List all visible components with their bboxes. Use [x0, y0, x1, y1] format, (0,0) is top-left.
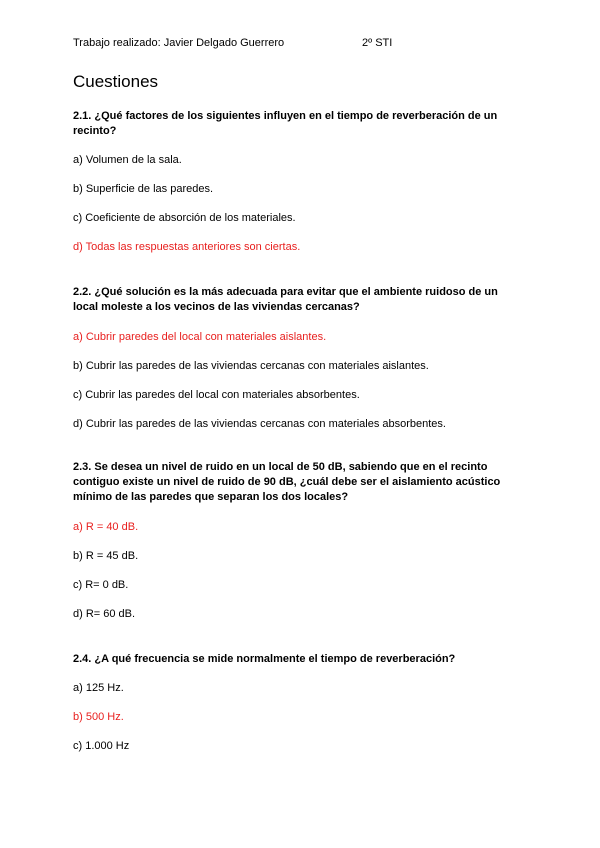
- question-2-2: 2.2. ¿Qué solución es la más adecuada para evitar que el ambiente ruidoso de un local moleste a los vecinos de las viviendas cercanas?: [73, 286, 498, 313]
- answer-2-4-a: a) 125 Hz.: [73, 682, 124, 694]
- answer-2-3-d: d) R= 60 dB.: [73, 608, 136, 620]
- header-course: 2º STI: [362, 37, 393, 49]
- answer-2-3-b: b) R = 45 dB.: [73, 550, 139, 562]
- answer-2-1-d-correct: d) Todas las respuestas anteriores son ciertas.: [73, 241, 301, 253]
- answer-2-1-a: a) Volumen de la sala.: [73, 154, 182, 166]
- answer-2-2-d: d) Cubrir las paredes de las viviendas cercanas con materiales absorbentes.: [73, 418, 446, 430]
- answer-2-4-b-correct: b) 500 Hz.: [73, 711, 124, 723]
- answer-2-1-b: b) Superficie de las paredes.: [73, 183, 214, 195]
- question-2-1: 2.1. ¿Qué factores de los siguientes influyen en el tiempo de reverberación de un recinto?: [73, 110, 498, 137]
- question-2-3: 2.3. Se desea un nivel de ruido en un local de 50 dB, sabiendo que en el recinto contiguo existe un nivel de ruido de 90 dB, ¿cuál debe ser el aislamiento acústico mínimo de las paredes que separan los dos locales?: [73, 461, 501, 503]
- page-header: [73, 37, 393, 49]
- answer-2-2-c: c) Cubrir las paredes del local con materiales absorbentes.: [73, 389, 360, 401]
- header-author: Trabajo realizado: Javier Delgado Guerrero: [73, 37, 285, 49]
- answer-2-2-b: b) Cubrir las paredes de las viviendas cercanas con materiales aislantes.: [73, 360, 429, 372]
- answer-2-2-a-correct: a) Cubrir paredes del local con materiales aislantes.: [73, 331, 327, 343]
- answer-2-1-c: c) Coeficiente de absorción de los materiales.: [73, 212, 296, 224]
- answer-2-4-c: c) 1.000 Hz: [73, 740, 130, 752]
- answer-2-3-a-correct: a) R = 40 dB.: [73, 521, 139, 533]
- answer-2-3-c: c) R= 0 dB.: [73, 579, 129, 591]
- page-title: Cuestiones: [73, 72, 159, 91]
- question-2-4: 2.4. ¿A qué frecuencia se mide normalmente el tiempo de reverberación?: [73, 653, 456, 665]
